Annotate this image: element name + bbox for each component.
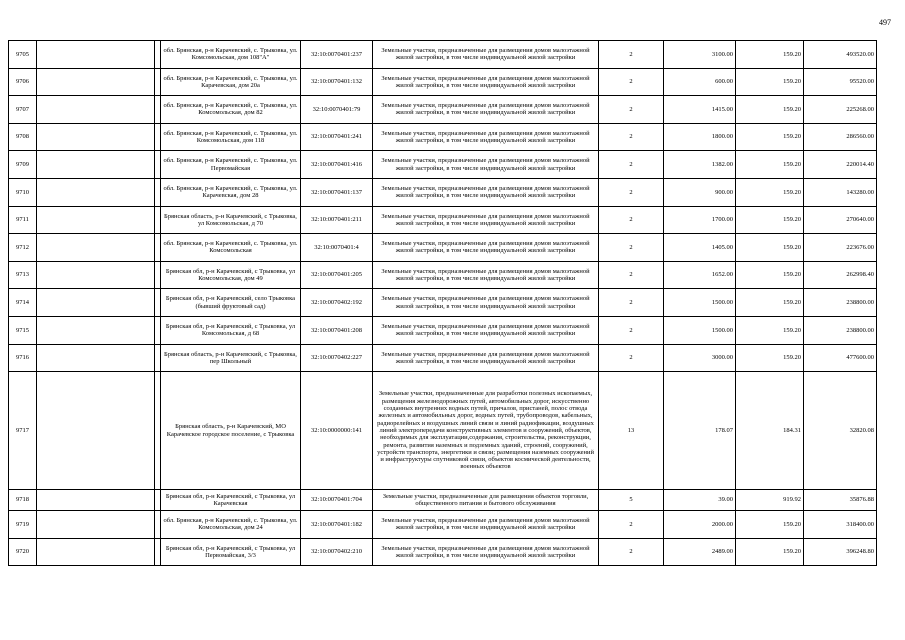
cadastral-value-cell: 238800.00 [804, 316, 877, 344]
address-cell: обл. Брянская, р-н Карачевский, с. Трыковка, ул. Комсомольская, дом 108"А" [161, 41, 301, 69]
category-cell: 13 [599, 372, 664, 490]
blank-cell [37, 316, 155, 344]
blank-cell [37, 289, 155, 317]
area-cell: 2489.00 [664, 538, 736, 566]
table-row [9, 344, 877, 372]
address-cell: Брянская область, р-н Карачевский, МО Карачевское городское поселение, с Трыковка [161, 372, 301, 490]
address-cell: Брянская обл, р-н Карачевский, с Трыковка, ул Первомайская, 3/3 [161, 538, 301, 566]
category-cell: 2 [599, 289, 664, 317]
cadastral-number-cell: 32:10:0070402:227 [301, 344, 373, 372]
specific-value-cell: 159.20 [736, 289, 804, 317]
cadastral-value-cell: 270640.00 [804, 206, 877, 234]
area-cell: 1415.00 [664, 96, 736, 124]
land-use-cell: Земельные участки, предназначенные для размещения домов малоэтажной жилой застройки, в том числе индивидуальной жилой застройки [373, 96, 599, 124]
cadastral-number-cell: 32:10:0000000:141 [301, 372, 373, 490]
category-cell: 2 [599, 178, 664, 206]
address-cell: Брянская обл, р-н Карачевский, с Трыковка, ул Комсомольская, дом 49 [161, 261, 301, 289]
address-cell: обл. Брянская, р-н Карачевский, с. Трыковка, ул. Карачевская, дом 20а [161, 68, 301, 96]
cadastral-value-cell: 223676.00 [804, 234, 877, 262]
address-cell: Брянская область, р-н Карачевский, с Трыковка, пер Школьный [161, 344, 301, 372]
blank-cell [37, 41, 155, 69]
land-use-cell: Земельные участки, предназначенные для размещения домов малоэтажной жилой застройки, в том числе индивидуальной жилой застройки [373, 316, 599, 344]
specific-value-cell: 159.20 [736, 68, 804, 96]
area-cell: 1652.00 [664, 261, 736, 289]
cadastral-number-cell: 32:10:0070401:4 [301, 234, 373, 262]
address-cell: Брянская обл, р-н Карачевский, с Трыковка, ул Карачевская [161, 490, 301, 511]
cadastral-value-cell: 35876.88 [804, 490, 877, 511]
land-use-cell: Земельные участки, предназначенные для размещения домов малоэтажной жилой застройки, в том числе индивидуальной жилой застройки [373, 206, 599, 234]
land-use-cell: Земельные участки, предназначенные для размещения домов малоэтажной жилой застройки, в том числе индивидуальной жилой застройки [373, 123, 599, 151]
cadastral-number-cell: 32:10:0070401:416 [301, 151, 373, 179]
row-number: 9706 [9, 68, 37, 96]
row-number: 9709 [9, 151, 37, 179]
category-cell: 2 [599, 123, 664, 151]
land-use-cell: Земельные участки, предназначенные для размещения домов малоэтажной жилой застройки, в том числе индивидуальной жилой застройки [373, 178, 599, 206]
blank-cell [37, 151, 155, 179]
category-cell: 2 [599, 344, 664, 372]
address-cell: обл. Брянская, р-н Карачевский, с. Трыковка, ул. Комсомольская, дом 118 [161, 123, 301, 151]
cadastral-number-cell: 32:10:0070401:237 [301, 41, 373, 69]
category-cell: 2 [599, 68, 664, 96]
table-row [9, 96, 877, 124]
cadastral-value-cell: 493520.00 [804, 41, 877, 69]
row-number: 9715 [9, 316, 37, 344]
land-use-cell: Земельные участки, предназначенные для размещения домов малоэтажной жилой застройки, в том числе индивидуальной жилой застройки [373, 289, 599, 317]
cadastral-value-cell: 95520.00 [804, 68, 877, 96]
blank-cell [37, 344, 155, 372]
area-cell: 1382.00 [664, 151, 736, 179]
cadastral-value-cell: 477600.00 [804, 344, 877, 372]
address-cell: Брянская обл, р-н Карачевский, с Трыковка, ул Комсомольская, д 68 [161, 316, 301, 344]
cadastral-value-cell: 396248.80 [804, 538, 877, 566]
row-number: 9707 [9, 96, 37, 124]
specific-value-cell: 184.31 [736, 372, 804, 490]
cadastral-number-cell: 32:10:0070401:182 [301, 511, 373, 539]
specific-value-cell: 159.20 [736, 178, 804, 206]
table-row [9, 538, 877, 566]
specific-value-cell: 159.20 [736, 206, 804, 234]
row-number: 9720 [9, 538, 37, 566]
cadastral-number-cell: 32:10:0070401:79 [301, 96, 373, 124]
cadastral-value-cell: 238800.00 [804, 289, 877, 317]
address-cell: обл. Брянская, р-н Карачевский, с. Трыковка, ул. Карачевская, дом 28 [161, 178, 301, 206]
specific-value-cell: 159.20 [736, 344, 804, 372]
area-cell: 600.00 [664, 68, 736, 96]
blank-cell [37, 178, 155, 206]
row-number: 9708 [9, 123, 37, 151]
table-row [9, 511, 877, 539]
area-cell: 3000.00 [664, 344, 736, 372]
address-cell: Брянская обл, р-н Карачевский, село Трыковка (бывший фруктовый сад) [161, 289, 301, 317]
land-use-cell: Земельные участки, предназначенные для размещения домов малоэтажной жилой застройки, в том числе индивидуальной жилой застройки [373, 538, 599, 566]
specific-value-cell: 159.20 [736, 234, 804, 262]
cadastral-number-cell: 32:10:0070401:211 [301, 206, 373, 234]
land-use-cell: Земельные участки, предназначенные для размещения домов малоэтажной жилой застройки, в том числе индивидуальной жилой застройки [373, 41, 599, 69]
table-row [9, 289, 877, 317]
cadastral-number-cell: 32:10:0070402:192 [301, 289, 373, 317]
row-number: 9714 [9, 289, 37, 317]
cadastral-value-cell: 32820.08 [804, 372, 877, 490]
specific-value-cell: 159.20 [736, 41, 804, 69]
row-number: 9718 [9, 490, 37, 511]
row-number: 9711 [9, 206, 37, 234]
area-cell: 1500.00 [664, 316, 736, 344]
category-cell: 2 [599, 511, 664, 539]
specific-value-cell: 159.20 [736, 151, 804, 179]
table-row [9, 490, 877, 511]
specific-value-cell: 159.20 [736, 261, 804, 289]
cadastral-number-cell: 32:10:0070402:210 [301, 538, 373, 566]
cadastral-number-cell: 32:10:0070401:205 [301, 261, 373, 289]
land-use-cell: Земельные участки, предназначенные для размещения домов малоэтажной жилой застройки, в том числе индивидуальной жилой застройки [373, 68, 599, 96]
category-cell: 2 [599, 151, 664, 179]
cadastral-number-cell: 32:10:0070401:704 [301, 490, 373, 511]
cadastral-number-cell: 32:10:0070401:137 [301, 178, 373, 206]
table-row [9, 178, 877, 206]
area-cell: 1700.00 [664, 206, 736, 234]
table-row [9, 41, 877, 69]
blank-cell [37, 511, 155, 539]
area-cell: 900.00 [664, 178, 736, 206]
cadastral-number-cell: 32:10:0070401:132 [301, 68, 373, 96]
address-cell: обл. Брянская, р-н Карачевский, с. Трыковка, ул. Комсомольская, дом 24 [161, 511, 301, 539]
address-cell: обл. Брянская, р-н Карачевский, с. Трыковка, ул. Комсомольская, дом 82 [161, 96, 301, 124]
specific-value-cell: 159.20 [736, 316, 804, 344]
cadastral-value-cell: 262998.40 [804, 261, 877, 289]
land-use-cell: Земельные участки, предназначенные для размещения домов малоэтажной жилой застройки, в том числе индивидуальной жилой застройки [373, 234, 599, 262]
specific-value-cell: 159.20 [736, 511, 804, 539]
blank-cell [37, 96, 155, 124]
row-number: 9712 [9, 234, 37, 262]
area-cell: 1500.00 [664, 289, 736, 317]
row-number: 9710 [9, 178, 37, 206]
category-cell: 2 [599, 41, 664, 69]
area-cell: 39.00 [664, 490, 736, 511]
cadastral-value-cell: 225268.00 [804, 96, 877, 124]
category-cell: 2 [599, 96, 664, 124]
blank-cell [37, 490, 155, 511]
table-row [9, 234, 877, 262]
table-row [9, 151, 877, 179]
address-cell: обл. Брянская, р-н Карачевский, с. Трыковка, ул. Комсомольская [161, 234, 301, 262]
specific-value-cell: 919.92 [736, 490, 804, 511]
blank-cell [37, 234, 155, 262]
land-use-cell: Земельные участки, предназначенные для размещения домов малоэтажной жилой застройки, в том числе индивидуальной жилой застройки [373, 151, 599, 179]
category-cell: 2 [599, 234, 664, 262]
blank-cell [37, 261, 155, 289]
specific-value-cell: 159.20 [736, 538, 804, 566]
cadastral-number-cell: 32:10:0070401:208 [301, 316, 373, 344]
area-cell: 178.07 [664, 372, 736, 490]
cadastral-number-cell: 32:10:0070401:241 [301, 123, 373, 151]
cadastral-value-cell: 286560.00 [804, 123, 877, 151]
cadastral-value-cell: 318400.00 [804, 511, 877, 539]
category-cell: 2 [599, 316, 664, 344]
land-use-cell: Земельные участки, предназначенные для размещения домов малоэтажной жилой застройки, в том числе индивидуальной жилой застройки [373, 511, 599, 539]
page-number: 497 [879, 18, 891, 27]
land-use-cell: Земельные участки, предназначенные для размещения объектов торговли, общественного питания и бытового обслуживания [373, 490, 599, 511]
table-row [9, 261, 877, 289]
blank-cell [37, 538, 155, 566]
area-cell: 2000.00 [664, 511, 736, 539]
area-cell: 1800.00 [664, 123, 736, 151]
table-row [9, 206, 877, 234]
table-row [9, 372, 877, 490]
area-cell: 1405.00 [664, 234, 736, 262]
category-cell: 2 [599, 538, 664, 566]
blank-cell [37, 372, 155, 490]
table-row [9, 123, 877, 151]
row-number: 9717 [9, 372, 37, 490]
category-cell: 2 [599, 206, 664, 234]
land-use-cell: Земельные участки, предназначенные для размещения домов малоэтажной жилой застройки, в том числе индивидуальной жилой застройки [373, 344, 599, 372]
row-number: 9719 [9, 511, 37, 539]
cadastral-value-cell: 220014.40 [804, 151, 877, 179]
address-cell: обл. Брянская, р-н Карачевский, с. Трыковка, ул. Первомайская [161, 151, 301, 179]
category-cell: 2 [599, 261, 664, 289]
row-number: 9705 [9, 41, 37, 69]
blank-cell [37, 68, 155, 96]
table-body [9, 41, 877, 566]
blank-cell [37, 123, 155, 151]
specific-value-cell: 159.20 [736, 96, 804, 124]
cadastral-value-cell: 143280.00 [804, 178, 877, 206]
table-row [9, 68, 877, 96]
land-use-cell: Земельные участки, предназначенные для размещения домов малоэтажной жилой застройки, в том числе индивидуальной жилой застройки [373, 261, 599, 289]
row-number: 9713 [9, 261, 37, 289]
blank-cell [37, 206, 155, 234]
specific-value-cell: 159.20 [736, 123, 804, 151]
cadastral-value-table [8, 40, 877, 566]
category-cell: 5 [599, 490, 664, 511]
row-number: 9716 [9, 344, 37, 372]
table-row [9, 316, 877, 344]
address-cell: Брянская область, р-н Карачевский, с Трыковка, ул Комсомольская, д 70 [161, 206, 301, 234]
area-cell: 3100.00 [664, 41, 736, 69]
land-use-cell: Земельные участки, предназначенные для разработки полезных ископаемых, размещения железнодорожных путей, автомобильных дорог, искусственно созданных внутренних водных путей, причалов, пристаней, полос отвода железных и автомобильных дорог, водных путей, трубопроводов, кабельных, радиорелейных и воздушных линий связи и линий радиофикации, воздушных линий электропередачи конструктивных элементов и сооружений, объектов, необходимых для эксплуатации,содержания, строительства, реконструкции, ремонта, развития наземных и подземных зданий, строений, сооружений, устройств транспорта, энергетики и связи; размещения наземных сооружений и инфраструктуры спутниковой связи, объектов космической деятельности, военных объектов [373, 372, 599, 490]
